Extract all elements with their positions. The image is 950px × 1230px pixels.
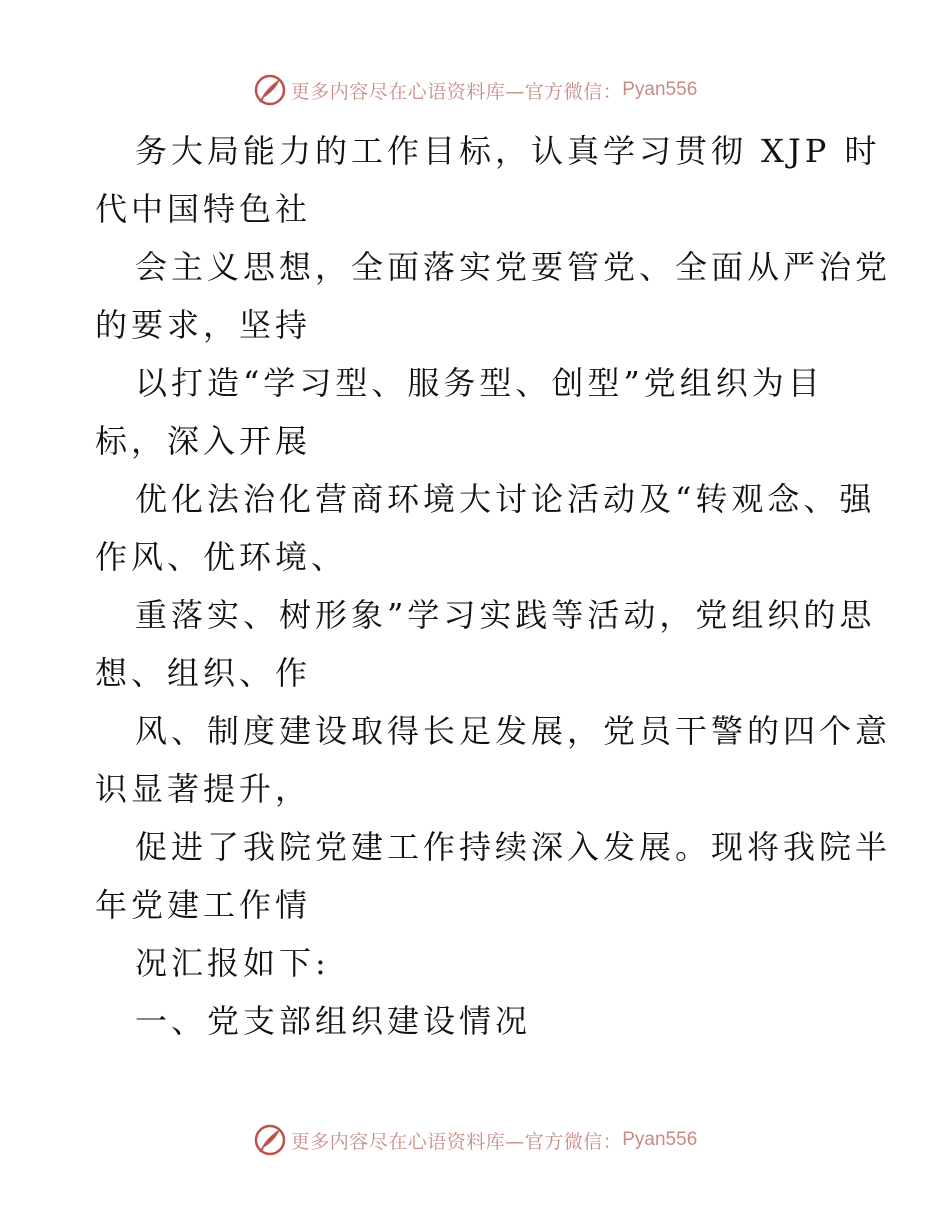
text-line: 风、制度建设取得长足发展，党员干警的四个意	[135, 712, 892, 750]
watermark-contact: Pyan556	[622, 1129, 698, 1150]
text-line: 代中国特色社	[95, 190, 312, 228]
text-line: 务大局能力的工作目标，认真学习贯彻 XJP 时	[135, 132, 881, 170]
section-heading: 一、党支部组织建设情况	[135, 1002, 532, 1040]
watermark-text: 更多内容尽在心语资料库—官方微信：	[290, 1130, 623, 1153]
text-line: 优化法治化营商环境大讨论活动及“转观念、强	[135, 480, 876, 518]
text-line: 以打造“学习型、服务型、创型”党组织为目	[135, 364, 824, 402]
quill-pen-logo-icon	[253, 1123, 287, 1157]
header-watermark	[0, 70, 950, 110]
text-line: 标，深入开展	[95, 422, 312, 460]
document-body	[95, 122, 892, 1050]
quill-pen-logo-icon	[253, 73, 287, 107]
text-line: 重落实、树形象”学习实践等活动，党组织的思	[135, 596, 876, 634]
footer-watermark	[0, 1120, 950, 1160]
text-line: 况汇报如下:	[135, 944, 330, 982]
text-line: 想、组织、作	[95, 654, 312, 692]
text-line: 年党建工作情	[95, 886, 312, 924]
watermark-contact: Pyan556	[622, 79, 698, 100]
text-line: 会主义思想，全面落实党要管党、全面从严治党	[135, 248, 892, 286]
text-line: 的要求，坚持	[95, 306, 312, 344]
watermark-text: 更多内容尽在心语资料库—官方微信：	[290, 80, 623, 103]
text-line: 促进了我院党建工作持续深入发展。现将我院半	[135, 828, 892, 866]
text-line: 识显著提升，	[95, 770, 312, 808]
text-line: 作风、优环境、	[95, 538, 348, 576]
